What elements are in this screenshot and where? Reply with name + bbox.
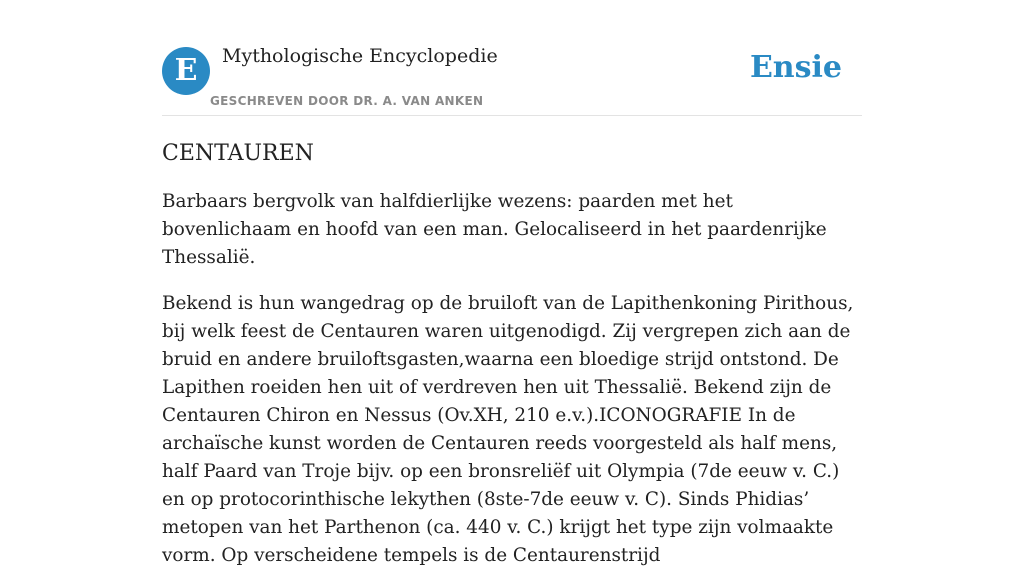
article-paragraph-1: Barbaars bergvolk van halfdierlijke wezens: paarden met het bovenlichaam en hoofd van een man. Gelocaliseerd in het paardenrijke Thessalië. bbox=[162, 191, 827, 268]
content-column bbox=[162, 0, 862, 570]
book-title-link[interactable]: Mythologische Encyclopedie bbox=[222, 45, 498, 67]
logo-icon[interactable]: E bbox=[162, 47, 210, 95]
page-title: CENTAUREN bbox=[162, 141, 314, 166]
header bbox=[162, 0, 862, 116]
brand-logo-link[interactable]: Ensie bbox=[749, 50, 842, 85]
article-paragraph-2: Bekend is hun wangedrag op de bruiloft van de Lapithenkoning Pirithous, bij welk feest de Centauren waren uitgenodigd. Zij vergrepen zich aan de bruid en andere bruiloftsgasten,waarna een bloedige strijd ontstond. De Lapithen roeiden hen uit of verdreven hen uit Thessalië. Bekend zijn de Centauren Chiron en Nessus (Ov.XH, 210 e.v.).ICONOGRAFIE In de archaïsche kunst worden de Centauren reeds voorgesteld als half mens, half Paard van Troje bijv. op een bronsreliëf uit Olympia (7de eeuw v. C.) en op protocorinthische lekythen (8ste-7de eeuw v. C). Sinds Phidias’ metopen van het Parthenon (ca. 440 v. C.) krijgt het type zijn volmaakte vorm. Op verscheidene tempels is de Centaurenstrijd bbox=[162, 293, 854, 566]
author-byline: GESCHREVEN DOOR DR. A. VAN ANKEN bbox=[210, 94, 484, 108]
